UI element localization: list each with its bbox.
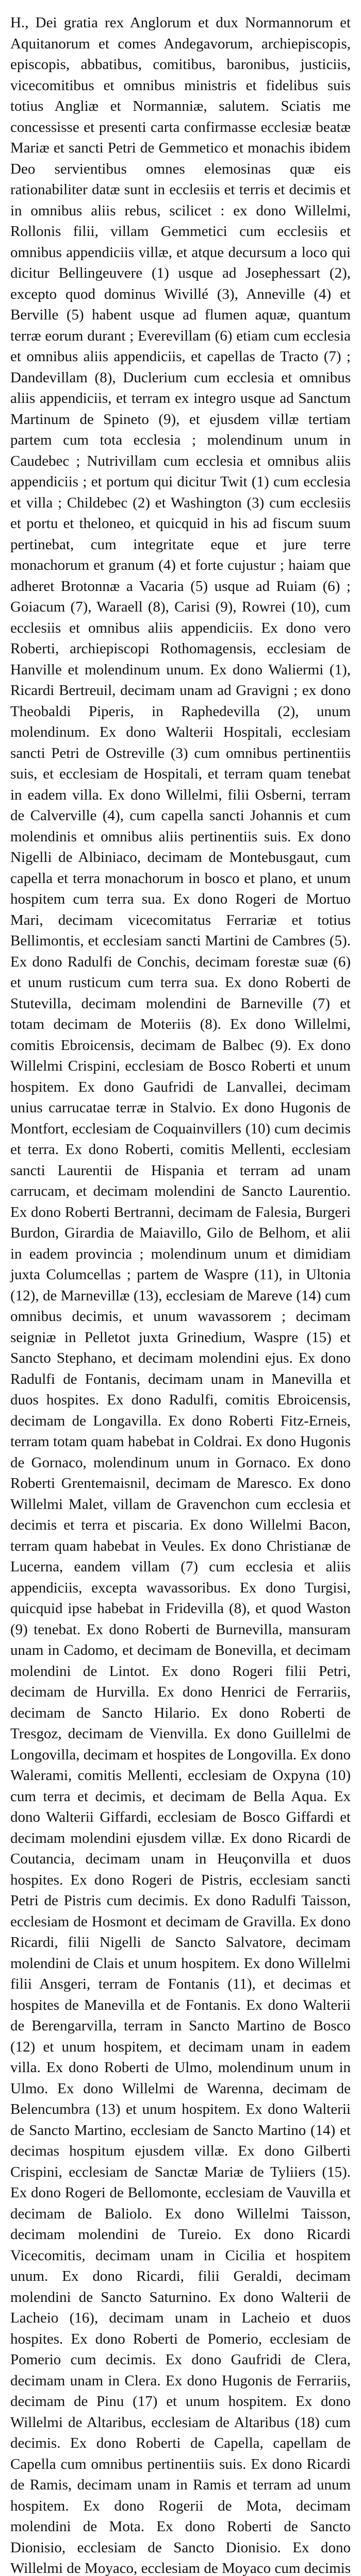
charter-text: H., Dei gratia rex Anglorum et dux Normannorum et Aquitanorum et comes Andegavorum, archiepiscopis, episcopis, abbatibus, comitibus, baronibus, justiciis, vicecomitibus et omnibus ministris et fidelibus suis totius Angliæ et Normanniæ, salutem. Sciatis me concessisse et presenti carta confirmasse ecclesiæ beatæ Mariæ et sancti Petri de Gemmetico et monachis ibidem Deo servientibus omnes elemosinas quæ eis rationabiliter datæ sunt in ecclesiis et terris et decimis et in omnibus aliis rebus, scilicet : ex dono Willelmi, Rollonis filii, villam Gemmetici cum ecclesiis et omnibus appendiciis villæ, et atque decursum a loco qui dicitur Bellingeuvere (1) usque ad Josephessart (2), excepto quod dominus Wivillé (3), Anneville (4) et Berville (5) habent usque ad flumen aquæ, quantum terræ eorum durant ; Everevillam (6) etiam cum ecclesia et omnibus aliis appendiciis, et capellas de Tracto (7) ; Dandevillam (8), Duclerium cum ecclesia et omnibus aliis appendiciis, et terram ex integro usque ad Sanctum Martinum de Spineto (9), et ejusdem villæ tertiam partem cum tota ecclesia ; molendinum unum in Caudebec ; Nutrivillam cum ecclesia et omnibus aliis appendiciis ; et portum qui dicitur Twit (1) cum ecclesia et villa ; Childebec (2) et Washington (3) cum ecclesiis et portu et theloneo, et quicquid in his ad fiscum suum pertinebat, cum integritate eque et jure terre monachorum et granum (4) et forte cujustur ; haiam que adheret Brotonnæ a Vacaria (5) usque ad Ruiam (6) ; Goiacum (7), Waraell (8), Carisi (9), Rowrei (10), cum ecclesiis et omnibus aliis appendiciis. Ex dono vero Roberti, archiepiscopi Rothomagensis, ecclesiam de Hanville et molendinum unum. Ex dono Waliermi (1), Ricardi Bertreuil, decimam unam ad Gravigni ; ex dono Theobaldi Piperis, in Raphedevilla (2), unum molendinum. Ex dono Walterii Hospitali, ecclesiam sancti Petri de Ostreville (3) cum omnibus pertinentiis suis, et ecclesiam de Hospitali, et terram quam tenebat in eadem villa. Ex dono Willelmi, filii Osberni, terram de Calverville (4), cum capella sancti Johannis et cum molendinis et omnibus aliis pertinentiis suis. Ex dono Nigelli de Albiniaco, decimam de Montebusgaut, cum capella et terra monachorum in bosco et plano, et unum hospitem cum terra sua. Ex dono Rogeri de Mortuo Mari, decimam vicecomitatus Ferrariæ et totius Bellimontis, et ecclesiam sancti Martini de Cambres (5). Ex dono Radulfi de Conchis, decimam forestæ suæ (6) et unum rusticum cum terra sua. Ex dono Roberti de Stutevilla, decimam molendini de Barneville (7) et totam decimam de Moteriis (8). Ex dono Willelmi, comitis Ebroicensis, decimam de Balbec (9). Ex dono Willelmi Crispini, ecclesiam de Bosco Roberti et unum hospitem. Ex dono Gaufridi de Lanvallei, decimam unius carrucatae terræ in Stalvio. Ex dono Hugonis de Montfort, ecclesiam de Coquainvillers (10) cum decimis et terra. Ex dono Roberti, comitis Mellenti, ecclesiam sancti Laurentii de Hispania et terram ad unam carrucam, et decimam molendini de Sancto Laurentio. Ex dono Roberti Bertranni, decimam de Falesia, Burgeri Burdon, Girardia de Maiavillo, Gilo de Belhom, et alii in eadem provincia ; molendinum unum et dimidiam juxta Columcellas ; partem de Waspre (11), in Ultonia (12), de Marnevillæ (13), ecclesiam de Mareve (14) cum omnibus decimis, et unum wavassorem ; decimam seigniæ in Pelletot juxta Grinedium, Waspre (15) et Sancto Stephano, et decimam molendini ejus. Ex dono Radulfi de Fontanis, decimam unam in Manevilla et duos hospites. Ex dono Radulfi, comitis Ebroicensis, decimam de Longavilla. Ex dono Roberti Fitz-Erneis, terram totam quam habebat in Coldrai. Ex dono Hugonis de Gornaco, molendinum unum in Gornaco. Ex dono Roberti Grentemaisnil, decimam de Maresco. Ex dono Willelmi Malet, villam de Gravenchon cum ecclesia et decimis et terra et piscaria. Ex dono Willelmi Bacon, terram quam habebat in Veules. Ex dono Christianæ de Lucerna, eandem villam (7) cum ecclesia et aliis appendiciis, excepta wavassoribus. Ex dono Turgisi, quicquid ipse habebat in Fridevilla (8), et quod Waston (9) tenebat. Ex dono Roberti de Burnevilla, mansuram unam in Cadomo, et decimam de Bonevilla, et decimam molendini de Lintot. Ex dono Rogeri filii Petri, decimam de Hurvilla. Ex dono Henrici de Ferrariis, decimam de Sancto Hilario. Ex dono Roberti de Tresgoz, decimam de Vienvilla. Ex dono Guillelmi de Longovilla, decimam et hospites de Longovilla. Ex dono Walerami, comitis Mellenti, ecclesiam de Oxpyna (10) cum terra et decimis, et decimam de Bella Aqua. Ex dono Walterii Giffardi, ecclesiam de Bosco Giffardi et decimam molendini ejusdem villæ. Ex dono Ricardi de Coutancia, decimam unam in Heuçonvilla et duos hospites. Ex dono Rogeri de Pistris, ecclesiam sancti Petri de Pistris cum decimis. Ex dono Radulfi Taisson, ecclesiam de Hosmont et decimam de Gravilla. Ex dono Ricardi, filii Nigelli de Sancto Salvatore, decimam molendini de Clais et unum hospitem. Ex dono Willelmi filii Ansgeri, terram de Fontanis (11), et decimas et hospites de Manevilla et de Fontanis. Ex dono Walterii de Berengarvilla, terram in Sancto Martino de Bosco (12) et unum hospitem, et decimam unam in eadem villa. Ex dono Roberti de Ulmo, molendinum unum in Ulmo. Ex dono Willelmi de Warenna, decimam de Belencumbra (13) et unum hospitem. Ex dono Walterii de Sancto Martino, ecclesiam de Sancto Martino (14) et decimas hospitum ejusdem villæ. Ex dono Gilberti Crispini, ecclesiam de Sanctæ Mariæ de Tyliiers (15). Ex dono Rogeri de Bellomonte, ecclesiam de Vauvilla et decimam de Baliolo. Ex dono Willelmi Taisson, decimam molendini de Tureio. Ex dono Ricardi Vicecomitis, decimam unam in Cicilia et hospitem unum. Ex dono Ricardi, filii Geraldi, decimam molendini de Sancto Saturnino. Ex dono Walterii de Lacheio (16), decimam unam in Lacheio et duos hospites. Ex dono Roberti de Pomerio, ecclesiam de Pomerio cum decimis. Ex dono Gaufridi de Clera, decimam unam in Clera. Ex dono Hugonis de Ferrariis, decimam de Pinu (17) et unum hospitem. Ex dono Willelmi de Altaribus, ecclesiam de Altaribus (18) cum decimis. Ex dono Roberti de Capella, capellam de Capella cum omnibus pertinentiis suis. Ex dono Ricardi de Ramis, decimam unam in Ramis et terram ad unum hospitem. Ex dono Rogerii de Mota, decimam molendini de Mota. Ex dono Roberti de Sancto Dionisio, ecclesiam de Sancto Dionisio. Ex dono Willelmi de Moyaco, ecclesiam de Moyaco cum decimis [10, 14, 351, 2576]
